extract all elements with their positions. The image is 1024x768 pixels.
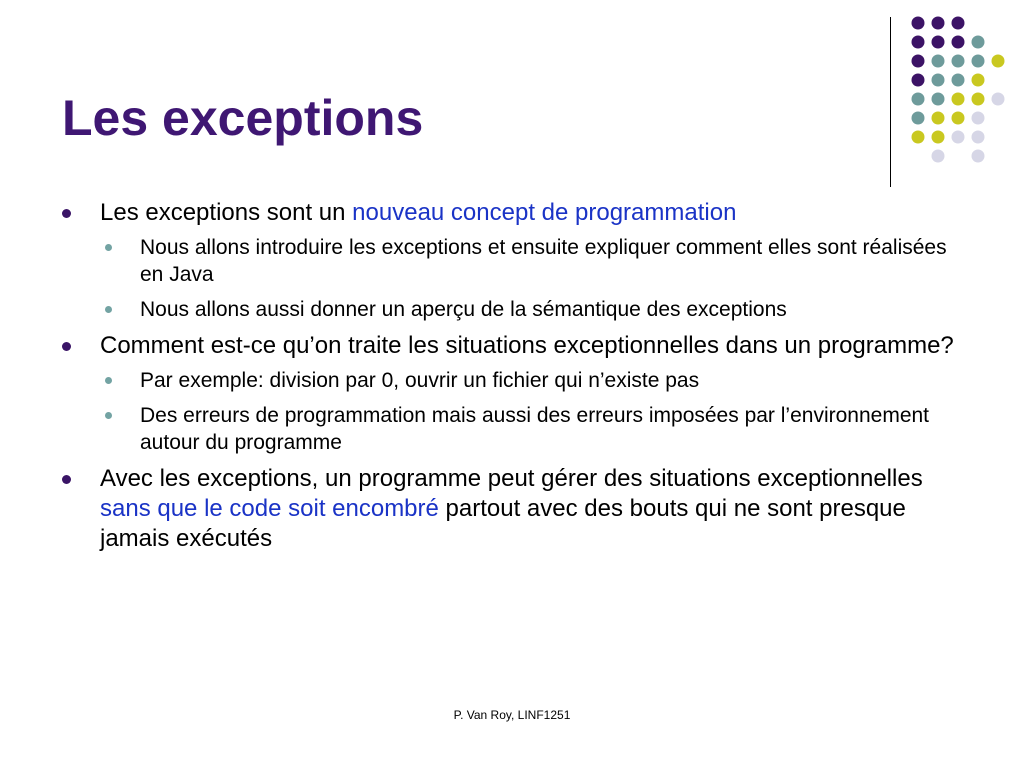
sub-bullet-icon (105, 306, 112, 313)
decorative-dot (972, 74, 985, 87)
slide-content (62, 198, 962, 562)
decorative-dot (972, 131, 985, 144)
decorative-dot (972, 93, 985, 106)
sub-bullet-list-1 (100, 234, 962, 323)
decorative-dot (932, 131, 945, 144)
decorative-dot (972, 112, 985, 125)
divider-line (890, 17, 891, 187)
sub-bullet-item (100, 234, 962, 288)
sub-bullet-2-1-text: Par exemple: division par 0, ouvrir un fichier qui n’existe pas (140, 369, 700, 392)
bullet-1-highlight: nouveau concept de programmation (352, 199, 737, 226)
decorative-dot (952, 93, 965, 106)
decorative-dot (972, 55, 985, 68)
bullet-icon (62, 475, 71, 484)
decorative-dot (912, 74, 925, 87)
bullet-icon (62, 209, 71, 218)
bullet-2-text: Comment est-ce qu’on traite les situations exceptionnelles dans un programme? (100, 332, 954, 359)
bullet-item-3 (62, 464, 962, 554)
bullet-list (62, 198, 962, 554)
sub-bullet-item (100, 296, 962, 323)
decorative-dot (952, 55, 965, 68)
sub-bullet-list-2 (100, 367, 962, 456)
decorative-dot (952, 17, 965, 30)
decorative-dot (972, 150, 985, 163)
bullet-icon (62, 342, 71, 351)
sub-bullet-icon (105, 244, 112, 251)
sub-bullet-icon (105, 377, 112, 384)
decorative-dot (912, 93, 925, 106)
decorative-dot (972, 36, 985, 49)
decorative-dot (952, 112, 965, 125)
decorative-dot (952, 74, 965, 87)
decorative-dot (952, 36, 965, 49)
decorative-dot (932, 112, 945, 125)
sub-bullet-1-2-text: Nous allons aussi donner un aperçu de la sémantique des exceptions (140, 298, 787, 321)
decorative-dot (992, 93, 1005, 106)
decorative-dot (912, 17, 925, 30)
bullet-1-text: Les exceptions sont un (100, 199, 353, 226)
sub-bullet-icon (105, 412, 112, 419)
decorative-dot (912, 112, 925, 125)
sub-bullet-2-2-text: Des erreurs de programmation mais aussi des erreurs imposées par l’environnement autour du programme (140, 404, 930, 454)
sub-bullet-item (100, 367, 962, 394)
sub-bullet-item (100, 402, 962, 456)
decorative-dot (932, 55, 945, 68)
bullet-item-1 (62, 198, 962, 323)
sub-bullet-1-1-text: Nous allons introduire les exceptions et ensuite expliquer comment elles sont réalisées en Java (140, 236, 947, 286)
decorative-dot (912, 55, 925, 68)
decorative-dot (912, 36, 925, 49)
bullet-item-2 (62, 331, 962, 456)
decorative-dot (912, 131, 925, 144)
decorative-dot (932, 74, 945, 87)
decorative-dot (932, 93, 945, 106)
decorative-dot (932, 17, 945, 30)
bullet-3-text-after: partout avec des bouts qui ne sont presque jamais exécutés (100, 495, 906, 552)
decorative-dot (932, 150, 945, 163)
decorative-dot (992, 55, 1005, 68)
slide-footer: P. Van Roy, LINF1251 (453, 708, 571, 722)
bullet-3-highlight: sans que le code soit encombré (100, 495, 439, 522)
decorative-dot (932, 36, 945, 49)
bullet-3-text-before: Avec les exceptions, un programme peut gérer des situations exceptionnelles (100, 465, 923, 492)
decorative-dot (952, 131, 965, 144)
slide-title: Les exceptions (62, 90, 424, 146)
